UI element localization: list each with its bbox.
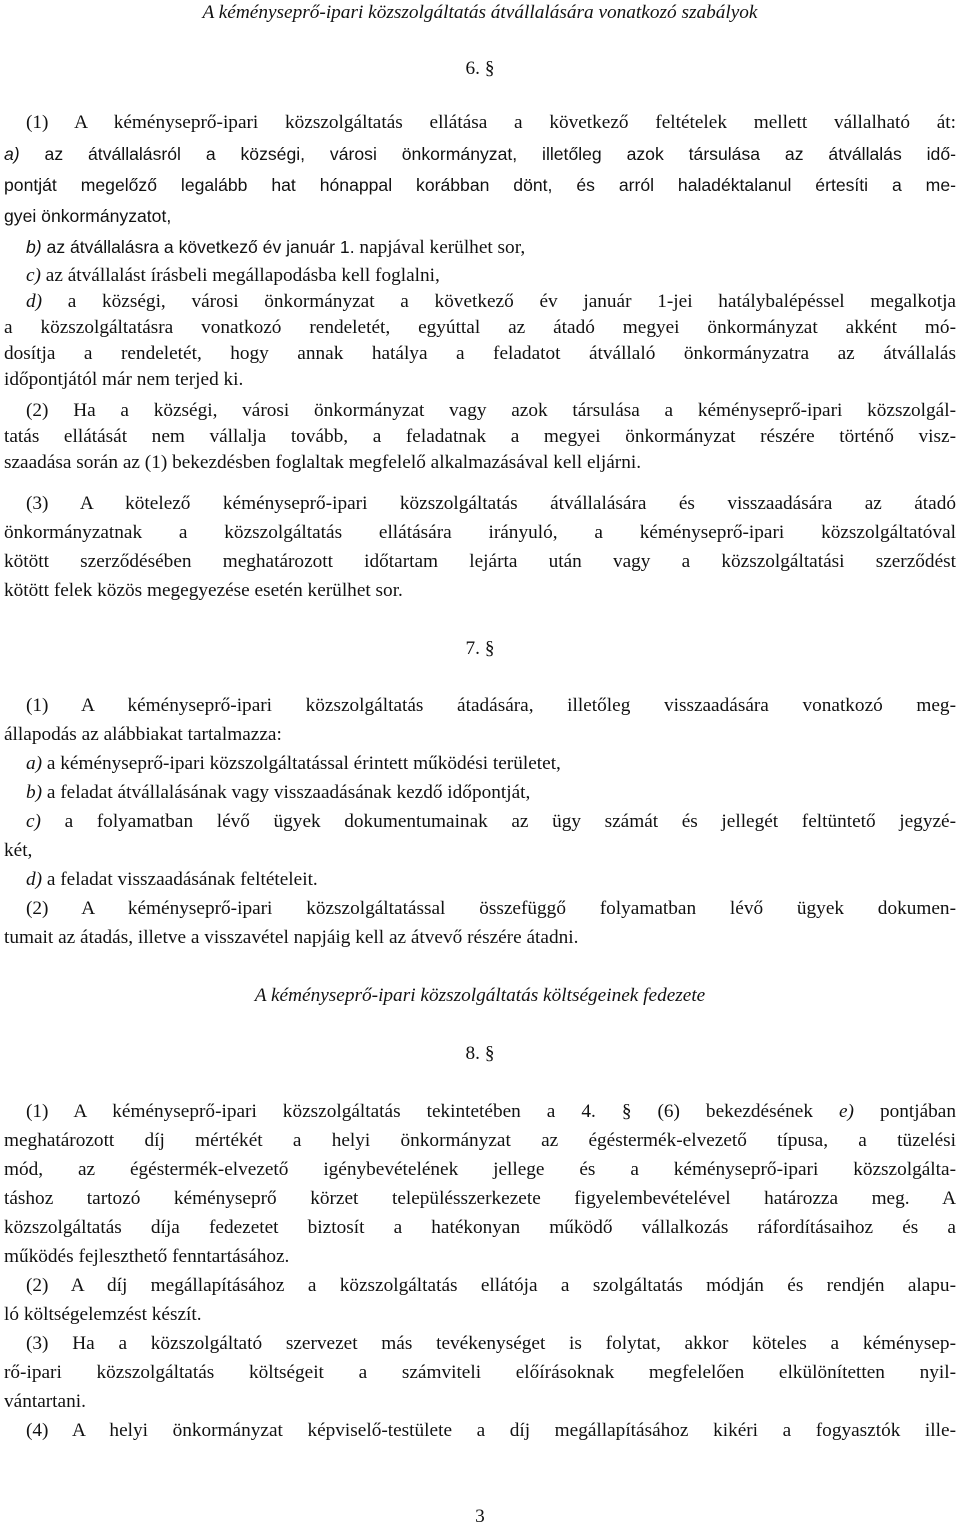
s8-p1-line1 (26, 1099, 956, 1125)
s8-p1-line5: közszolgáltatás díja fedezetet biztosít a hatékonyan működő vállalkozás ráfordításaihoz és a (4, 1217, 956, 1238)
s7-p1-line1: (1) A kéményseprő-ipari közszolgáltatás átadására, illetőleg visszaadására vonatkozó meg- (26, 695, 956, 716)
item-letter-b: b) (26, 782, 43, 803)
item-letter-c: c) (26, 811, 41, 832)
page-number: 3 (475, 1506, 485, 1527)
section-number-6: 6. § (465, 58, 495, 79)
s6-p2-line3: szaadása során az (1) bekezdésben foglaltak megfelelő alkalmazásával kell eljárni. (4, 452, 642, 473)
s6-p1-a-text1: az átvállalásról a községi, városi önkormányzat, illetőleg azok társulása az átvállalás idő- (19, 144, 956, 164)
item-letter-a: a) (4, 144, 20, 164)
s6-p3-line2: önkormányzatnak a közszolgáltatás ellátására irányuló, a kéményseprő-ipari közszolgáltatóval (4, 522, 956, 543)
s8-p1-text1a: (1) A kéményseprő-ipari közszolgáltatás tekintetében a 4. § (6) bekezdésének (26, 1101, 839, 1122)
s8-p4-line1: (4) A helyi önkormányzat képviselő-testülete a díj megállapításához kikéri a fogyasztók ille- (26, 1420, 956, 1441)
s7-p2-line2: tumait az átadás, illetve a visszavétel napjáig kell az átvevő részére átadni. (4, 927, 579, 948)
s8-p3-line3: vántartani. (4, 1391, 86, 1412)
s6-p1-a-line3: gyei önkormányzatot, (4, 206, 172, 226)
s6-p1-d-text1: a községi, városi önkormányzat a következő év január 1-jei hatálybalépéssel megalkotja (42, 291, 956, 312)
s6-p2-line1: (2) Ha a községi, városi önkormányzat vagy azok társulása a kéményseprő-ipari közszolgál- (26, 400, 956, 421)
s7-p1-a-text: a kéményseprő-ipari közszolgáltatással érintett működési területet, (42, 753, 561, 774)
section-heading: A kéményseprő-ipari közszolgáltatás átvállalására vonatkozó szabályok (202, 2, 758, 23)
item-letter-b: b) (26, 237, 42, 257)
s6-p3-line1: (3) A kötelező kéményseprő-ipari közszolgáltatás átvállalására és visszaadására az átadó (26, 493, 956, 514)
s6-p1-d-line4: időpontjától már nem terjed ki. (4, 369, 244, 390)
s6-p1-d-line2: a közszolgáltatásra vonatkozó rendeletét, egyúttal az átadó megyei önkormányzat akként mó- (4, 317, 956, 338)
item-letter-d: d) (26, 291, 43, 312)
item-letter-c: c) (26, 265, 41, 286)
s7-p1-b-text: a feladat átvállalásának vagy visszaadásának kezdő időpontját, (42, 782, 531, 803)
s6-p3-line3: kötött szerződésében meghatározott időtartam lejárta után vagy a közszolgáltatási szerződést (4, 551, 956, 572)
s8-p1-line4: táshoz tartozó kéményseprő körzet településszerkezete figyelembevételével határozza meg. A (4, 1188, 956, 1209)
s8-p1-line6: működés fejleszthető fenntartásához. (4, 1246, 290, 1267)
s6-p1-c-line (26, 263, 956, 289)
s8-p1-line3: mód, az égéstermék-elvezető igénybevételének jellege és a kéményseprő-ipari közszolgálta- (4, 1159, 956, 1180)
s8-p2-line2: ló költségelemzést készít. (4, 1304, 202, 1325)
item-letter-d: d) (26, 869, 43, 890)
s8-p1-text1b: pontjában (853, 1101, 956, 1122)
item-letter-e: e) (838, 1101, 854, 1122)
s6-p1-d-line1 (26, 289, 956, 315)
s6-p1-d-line3: dosítja a rendeletét, hogy annak hatálya a feladatot átvállaló önkormányzatra az átvállalás (4, 343, 956, 364)
s8-p2-line1: (2) A díj megállapításához a közszolgáltatás ellátója a szolgáltatás módján és rendjén alapu- (26, 1275, 956, 1296)
section-number-8: 8. § (465, 1043, 495, 1064)
section-number-7: 7. § (465, 638, 495, 659)
s6-p1-intro: (1) A kéményseprő-ipari közszolgáltatás ellátása a következő feltételek mellett vállalható át: (26, 112, 956, 133)
s6-p1-c-text: az átvállalást írásbeli megállapodásba kell foglalni, (40, 265, 440, 286)
costs-subheading: A kéményseprő-ipari közszolgáltatás költségeinek fedezete (254, 985, 706, 1006)
s6-p2-line2: tatás ellátását nem vállalja tovább, a feladatnak a megyei önkormányzat részére történő visz- (4, 426, 956, 447)
s7-p1-d-text: a feladat visszaadásának feltételeit. (42, 869, 318, 890)
s8-p1-line2: meghatározott díj mértékét a helyi önkormányzat az égéstermék-elvezető típusa, a tüzelési (4, 1130, 956, 1151)
s6-p3-line4: kötött felek közös megegyezése esetén kerülhet sor. (4, 580, 403, 601)
s8-p3-line2: rő-ipari közszolgáltatás költségeit a számviteli előírásoknak megfelelően elkülönítetten nyil- (4, 1362, 956, 1383)
s7-p1-b (26, 780, 956, 806)
s6-p1-b-line (26, 234, 956, 260)
s6-p1-b-text1: az átvállalásra a következő év január 1. (41, 237, 355, 257)
item-letter-a: a) (26, 753, 43, 774)
s6-p1-a-line1 (4, 141, 956, 167)
s8-p3-line1: (3) Ha a közszolgáltató szervezet más tevékenységet is folytat, akkor köteles a kéménysep- (26, 1333, 956, 1354)
s7-p1-c-text1: a folyamatban lévő ügyek dokumentumainak az ügy számát és jellegét feltüntető jegyzé- (40, 811, 956, 832)
s7-p1-line2: állapodás az alábbiakat tartalmazza: (4, 724, 282, 745)
s7-p1-d (26, 867, 956, 893)
s6-p1-a-line2: pontját megelőző legalább hat hónappal korábban dönt, és arról haladéktalanul értesíti a me- (4, 175, 956, 195)
s7-p1-c-line1 (26, 809, 956, 835)
s7-p2-line1: (2) A kéményseprő-ipari közszolgáltatással összefüggő folyamatban lévő ügyek dokumen- (26, 898, 956, 919)
s7-p1-c-line2: két, (4, 840, 33, 861)
s6-p1-b-text2: napjával kerülhet sor, (354, 237, 526, 258)
s7-p1-a (26, 751, 956, 777)
